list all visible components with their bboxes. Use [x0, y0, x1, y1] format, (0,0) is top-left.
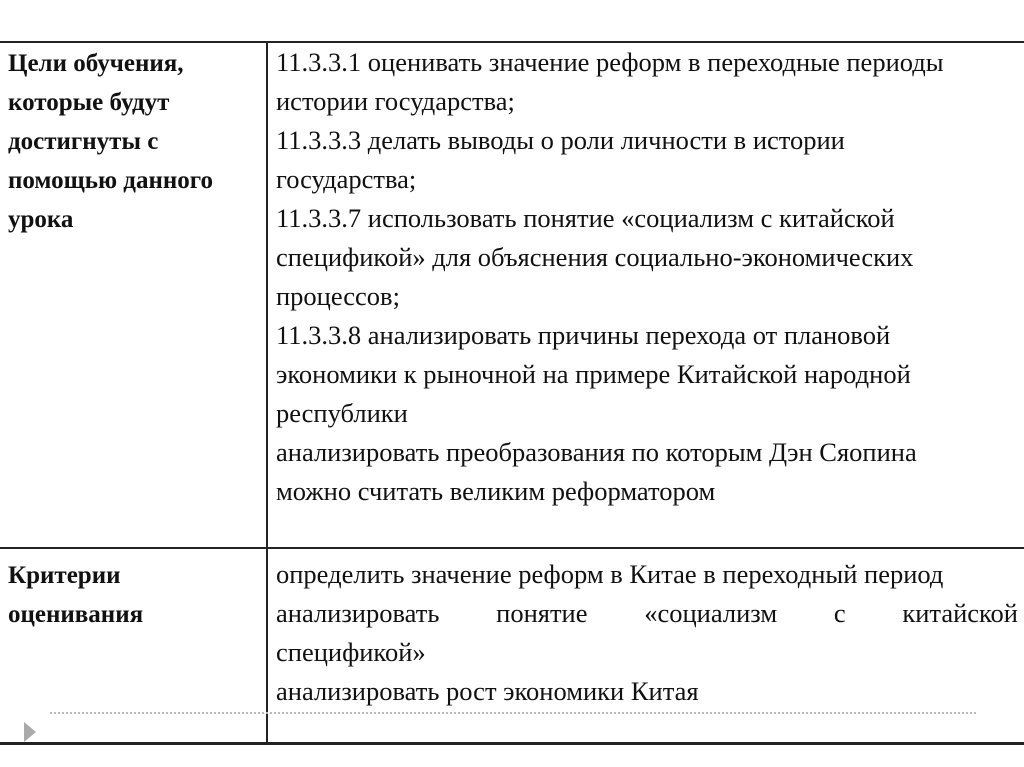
row-label-assessment-criteria — [8, 556, 143, 634]
row-divider — [0, 547, 1024, 549]
row-content-assessment-criteria — [276, 555, 1018, 711]
content-line: анализировать рост экономики Китая — [276, 676, 699, 706]
content-line: спецификой» для объяснения социально-экономических — [276, 242, 914, 272]
content-line: государства; — [276, 164, 417, 194]
row-label-learning-goals — [8, 44, 213, 239]
table-bottom-border — [0, 742, 1024, 745]
content-line: 11.3.3.1 оценивать значение реформ в переходные периоды — [276, 47, 944, 77]
label-line: достигнуты с — [8, 128, 159, 155]
content-line: определить значение реформ в Китае в переходный период — [276, 559, 944, 589]
content-line: можно считать великим реформатором — [276, 476, 716, 506]
label-line: урока — [8, 206, 74, 233]
content-line: спецификой» — [276, 637, 426, 667]
label-line: оценивания — [8, 601, 144, 628]
label-line: которые будут — [8, 89, 170, 116]
content-line: республики — [276, 398, 408, 428]
content-line: 11.3.3.8 анализировать причины перехода от плановой — [276, 320, 891, 350]
content-line: 11.3.3.7 использовать понятие «социализм с китайской — [276, 203, 895, 233]
content-line: процессов; — [276, 281, 400, 311]
dotted-separator — [50, 712, 976, 714]
content-line: экономики к рыночной на примере Китайской народной — [276, 359, 911, 389]
label-line: Критерии — [8, 562, 121, 589]
column-divider — [266, 42, 268, 744]
content-line: истории государства; — [276, 86, 515, 116]
content-line: анализировать преобразования по которым Дэн Сяопина — [276, 437, 917, 467]
content-line: 11.3.3.3 делать выводы о роли личности в истории — [276, 125, 845, 155]
content-line: анализировать понятие «социализм с китайской — [276, 598, 1018, 628]
row-content-learning-goals — [276, 43, 944, 511]
bullet-arrow-icon — [24, 722, 36, 742]
label-line: помощью данного — [8, 167, 213, 194]
label-line: Цели обучения, — [8, 50, 184, 77]
